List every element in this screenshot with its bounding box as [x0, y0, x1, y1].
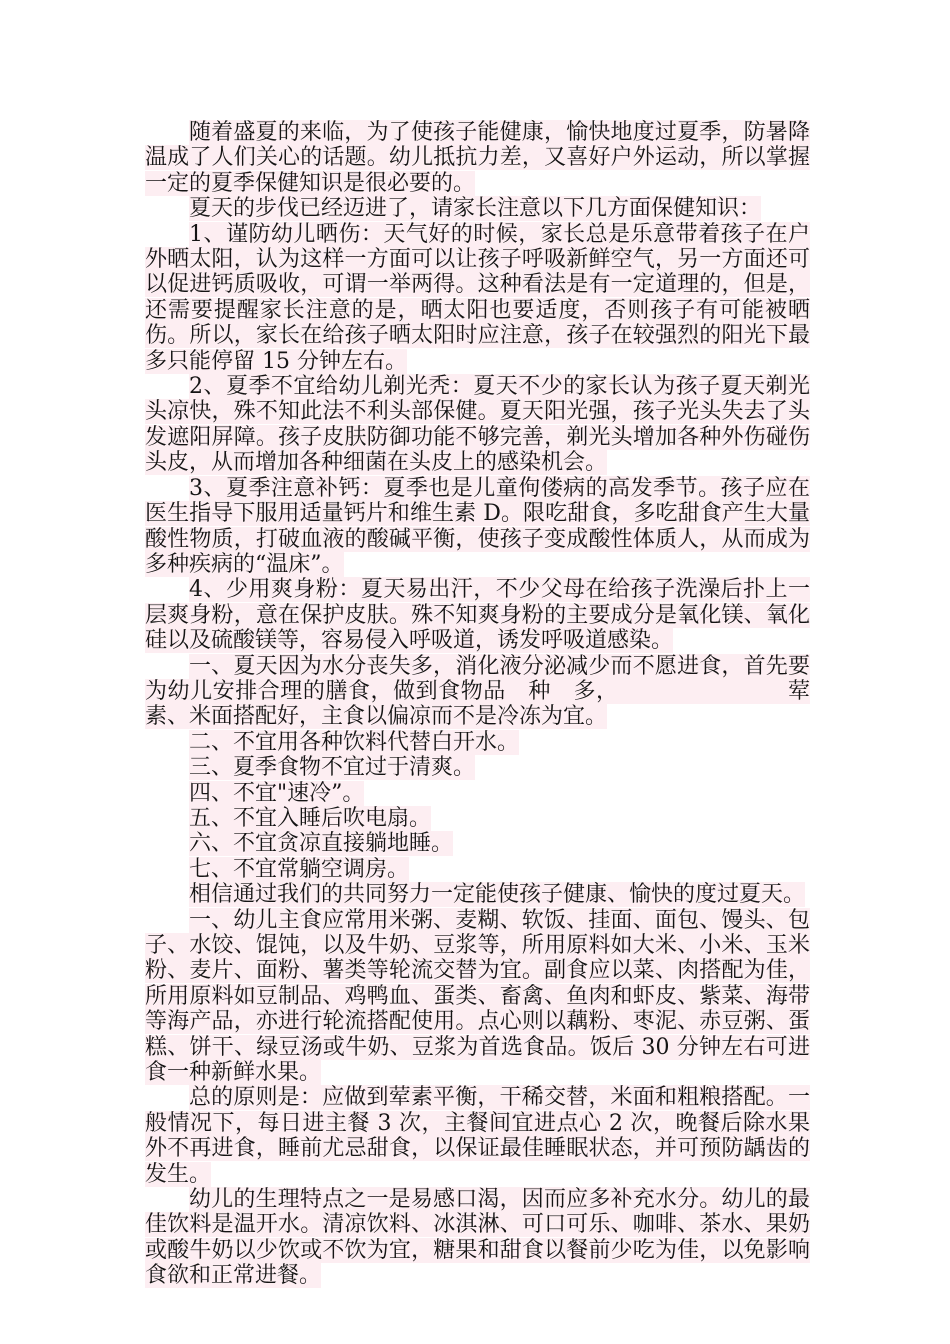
paragraph-text: 1、谨防幼儿晒伤：天气好的时候，家长总是乐意带着孩子在户外晒太阳，认为这样一方面可以让孩子呼吸新鲜空气，另一方面还可以促进钙质吸收，可谓一举两得。这种看法是有一定道理的，但是，还需要提醒家长注意的是，晒太阳也要适度，否则孩子有可能被晒伤。所以，家长在给孩子晒太阳时应注意，孩子在较强烈的阳光下最多只能停留 15 分钟左右。 [145, 221, 810, 374]
paragraph-sunburn [145, 222, 810, 374]
paragraph-closing [145, 882, 810, 907]
paragraph-diet-2 [145, 730, 810, 755]
paragraph-text: 一、幼儿主食应常用米粥、麦糊、软饭、挂面、面包、馒头、包子、水饺、馄饨，以及牛奶、豆浆等，所用原料如大米、小米、玉米粉、麦片、面粉、薯类等轮流交替为宜。副食应以菜、肉搭配为佳，所用原料如豆制品、鸡鸭血、蛋类、畜禽、鱼肉和虾皮、紫菜、海带等海产品，亦进行轮流搭配使用。点心则以藕粉、枣泥、赤豆粥、蛋糕、饼干、绿豆汤或牛奶、豆浆为首选食品。饭后 30 分钟左右可进食一种新鲜水果。 [145, 907, 810, 1086]
paragraph-diet-3 [145, 755, 810, 780]
paragraph-diet-5 [145, 806, 810, 831]
paragraph-diet-1 [145, 654, 810, 730]
paragraph-diet-6 [145, 831, 810, 856]
paragraph-text: 3、夏季注意补钙：夏季也是儿童佝偻病的高发季节。孩子应在医生指导下服用适量钙片和维生素 D。限吃甜食，多吃甜食产生大量酸性物质，打破血液的酸碱平衡，使孩子变成酸性体质人，从而成为多种疾病的“温床”。 [145, 475, 810, 577]
paragraph-diet-4 [145, 781, 810, 806]
paragraph-powder [145, 577, 810, 653]
paragraph-text: 2、夏季不宜给幼儿剃光秃：夏天不少的家长认为孩子夏天剃光头凉快，殊不知此法不利头部保健。夏天阳光强，孩子光头失去了头发遮阳屏障。孩子皮肤防御功能不够完善，剃光头增加各种外伤碰伤头皮，从而增加各种细菌在头皮上的感染机会。 [145, 374, 810, 476]
paragraph-text: 随着盛夏的来临，为了使孩子能健康，愉快地度过夏季，防暑降温成了人们关心的话题。幼儿抵抗力差，又喜好户外运动，所以掌握一定的夏季保健知识是很必要的。 [145, 120, 810, 196]
paragraph-text: 三、夏季食物不宜过于清爽。 [189, 755, 476, 781]
paragraph-text: 4、少用爽身粉：夏天易出汗，不少父母在给孩子洗澡后扑上一层爽身粉，意在保护皮肤。殊不知爽身粉的主要成分是氧化镁、氧化硅以及硫酸镁等，容易侵入呼吸道，诱发呼吸道感染。 [145, 577, 810, 654]
paragraph-notice [145, 196, 810, 221]
paragraph-diet-7 [145, 857, 810, 882]
paragraph-calcium [145, 476, 810, 578]
paragraph-text: 夏天的步伐已经迈进了，请家长注意以下几方面保健知识： [189, 196, 762, 222]
paragraph-haircut [145, 374, 810, 476]
paragraph-text: 六、不宜贪凉直接躺地睡。 [189, 831, 454, 857]
paragraph-text: 幼儿的生理特点之一是易感口渴，因而应多补充水分。幼儿的最佳饮料是温开水。清凉饮料、冰淇淋、可口可乐、咖啡、茶水、果奶或酸牛奶以少饮或不饮为宜，糖果和甜食以餐前少吃为佳，以免影响食欲和正常进餐。 [145, 1187, 810, 1289]
paragraph-text: 七、不宜常躺空调房。 [189, 856, 410, 882]
paragraph-text: 二、不宜用各种饮料代替白开水。 [189, 729, 520, 755]
paragraph-intro [145, 120, 810, 196]
paragraph-text: 五、不宜入睡后吹电扇。 [189, 805, 432, 831]
paragraph-text: 总的原则是：应做到荤素平衡，干稀交替，米面和粗粮搭配。一般情况下，每日进主餐 3 次，主餐间宜进点心 2 次，晚餐后除水果外不再进食，睡前尤忌甜食，以保证最佳睡眠状态，并可预防龋齿的发生。 [145, 1085, 810, 1187]
paragraph-principle [145, 1085, 810, 1187]
paragraph-staple-food [145, 908, 810, 1086]
paragraph-text: 一、夏天因为水分丧失多，消化液分泌减少而不愿进食，首先要为幼儿安排合理的膳食，做到食物品 种 多， 荤素、米面搭配好，主食以偏凉而不是冷冻为宜。 [145, 653, 810, 730]
document-body [145, 120, 810, 1289]
paragraph-drinks [145, 1187, 810, 1289]
paragraph-text: 相信通过我们的共同努力一定能使孩子健康、愉快的度过夏天。 [189, 882, 806, 908]
paragraph-text: 四、不宜"速冷”。 [189, 780, 365, 806]
